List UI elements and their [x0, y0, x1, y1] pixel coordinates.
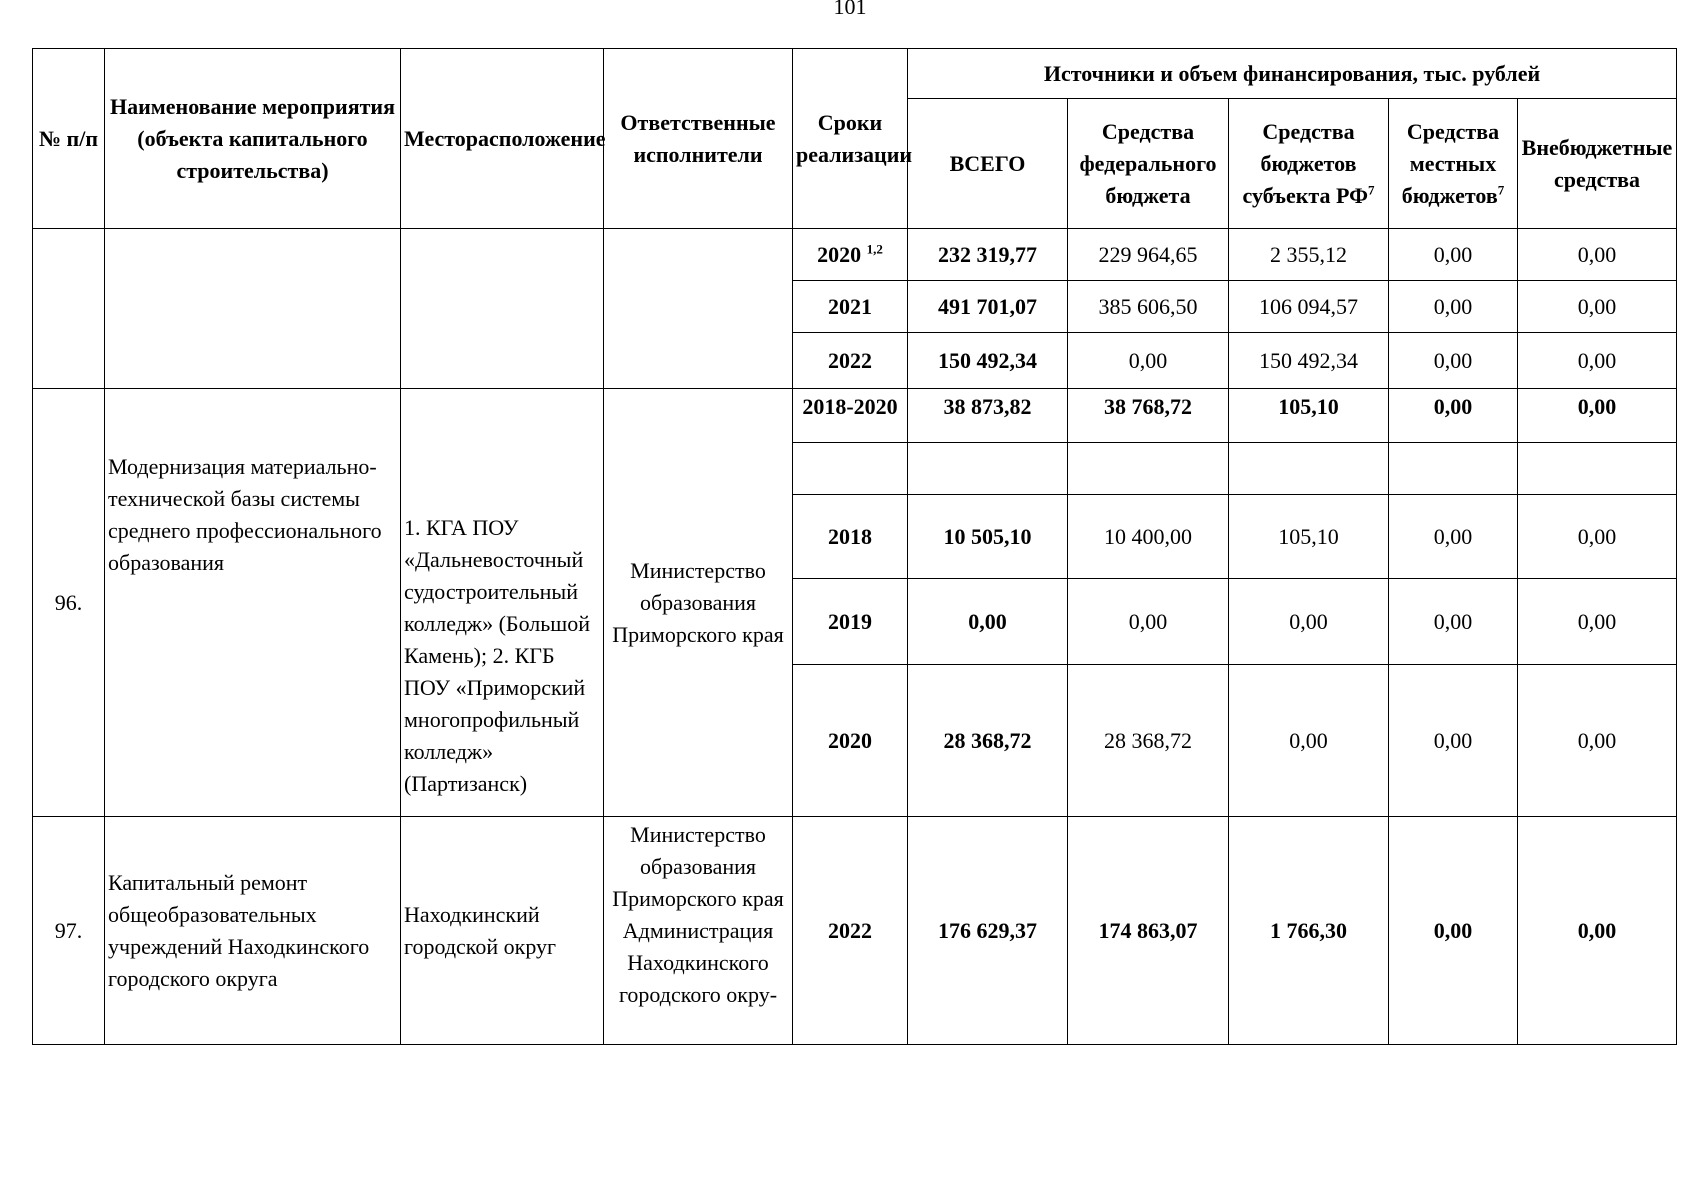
year-cell: 2019: [793, 579, 908, 665]
cont-no-cell: [33, 229, 105, 389]
extra-cell: [1518, 443, 1677, 495]
col-header-extra: Внебюджетные средства: [1518, 99, 1677, 229]
cont-name-cell: [105, 229, 401, 389]
subject-cell: 150 492,34: [1229, 333, 1389, 389]
subject-cell: 106 094,57: [1229, 281, 1389, 333]
extra-cell: 0,00: [1518, 665, 1677, 817]
col-header-total: ВСЕГО: [908, 99, 1068, 229]
col-header-terms: Сроки реализации: [793, 49, 908, 229]
federal-cell: 10 400,00: [1068, 495, 1229, 579]
col-header-name: Наименование мероприятия (объекта капитального строительства): [105, 49, 401, 229]
subject-cell: 1 766,30: [1229, 817, 1389, 1045]
item-name: Капитальный ремонт общеобразовательных учреждений Находкинского городского округа: [105, 817, 401, 1045]
item-location: 1. КГА ПОУ «Дальневосточный судостроительный колледж» (Большой Камень); 2. КГБ ПОУ «Приморский многопрофильный колледж» (Партизанск): [401, 389, 604, 817]
federal-cell: 0,00: [1068, 579, 1229, 665]
local-cell: 0,00: [1389, 281, 1518, 333]
extra-cell: 0,00: [1518, 495, 1677, 579]
extra-cell: 0,00: [1518, 817, 1677, 1045]
extra-cell: 0,00: [1518, 579, 1677, 665]
local-cell: 0,00: [1389, 579, 1518, 665]
subject-cell: 2 355,12: [1229, 229, 1389, 281]
year-cell: 2020 $^{1,2}$: [793, 229, 908, 281]
total-cell: [908, 443, 1068, 495]
table-row: [33, 817, 1677, 1045]
col-header-financing-group: Источники и объем финансирования, тыс. рублей: [908, 49, 1677, 99]
item-responsible: Министерство образования Приморского края Администрация Находкинского городского окру-: [604, 817, 793, 1045]
item-responsible: Министерство образования Приморского края: [604, 389, 793, 817]
total-cell: 28 368,72: [908, 665, 1068, 817]
total-cell: 232 319,77: [908, 229, 1068, 281]
federal-cell: 174 863,07: [1068, 817, 1229, 1045]
col-header-federal: Средства федерального бюджета: [1068, 99, 1229, 229]
year-cell: 2022: [793, 817, 908, 1045]
total-cell: 10 505,10: [908, 495, 1068, 579]
local-cell: 0,00: [1389, 665, 1518, 817]
subject-cell: 105,10: [1229, 495, 1389, 579]
subject-cell: 0,00: [1229, 665, 1389, 817]
financing-table: [32, 48, 1677, 1045]
total-cell: 38 873,82: [908, 389, 1068, 443]
cont-location-cell: [401, 229, 604, 389]
local-cell: 0,00: [1389, 229, 1518, 281]
col-header-location: Месторасположение: [401, 49, 604, 229]
year-cell: 2022: [793, 333, 908, 389]
extra-cell: 0,00: [1518, 281, 1677, 333]
federal-cell: 385 606,50: [1068, 281, 1229, 333]
col-header-local: Средства местных бюджетов$^7$: [1389, 99, 1518, 229]
extra-cell: 0,00: [1518, 389, 1677, 443]
local-cell: 0,00: [1389, 495, 1518, 579]
year-cell: 2021: [793, 281, 908, 333]
year-cell: [793, 443, 908, 495]
total-cell: 491 701,07: [908, 281, 1068, 333]
subject-cell: 105,10: [1229, 389, 1389, 443]
federal-cell: 38 768,72: [1068, 389, 1229, 443]
item-number: 97.: [33, 817, 105, 1045]
subject-cell: 0,00: [1229, 579, 1389, 665]
local-cell: 0,00: [1389, 389, 1518, 443]
local-cell: 0,00: [1389, 817, 1518, 1045]
year-cell: 2018-2020: [793, 389, 908, 443]
year-cell: 2018: [793, 495, 908, 579]
extra-cell: 0,00: [1518, 333, 1677, 389]
item-name: Модернизация материально-технической базы системы среднего профессионального образования: [105, 389, 401, 817]
federal-cell: 0,00: [1068, 333, 1229, 389]
local-cell: 0,00: [1389, 333, 1518, 389]
federal-cell: 229 964,65: [1068, 229, 1229, 281]
year-cell: 2020: [793, 665, 908, 817]
item-location: Находкинский городской округ: [401, 817, 604, 1045]
cont-responsible-cell: [604, 229, 793, 389]
federal-cell: [1068, 443, 1229, 495]
table-row: [33, 389, 1677, 443]
subject-cell: [1229, 443, 1389, 495]
total-cell: 0,00: [908, 579, 1068, 665]
col-header-subject: Средства бюджетов субъекта $РФ^7$: [1229, 99, 1389, 229]
item-number: 96.: [33, 389, 105, 817]
total-cell: 176 629,37: [908, 817, 1068, 1045]
federal-cell: 28 368,72: [1068, 665, 1229, 817]
table-row: [33, 229, 1677, 281]
local-cell: [1389, 443, 1518, 495]
extra-cell: 0,00: [1518, 229, 1677, 281]
page-number: 101: [833, 0, 867, 14]
col-header-responsible: Ответственные исполнители: [604, 49, 793, 229]
total-cell: 150 492,34: [908, 333, 1068, 389]
col-header-no: № п/п: [33, 49, 105, 229]
